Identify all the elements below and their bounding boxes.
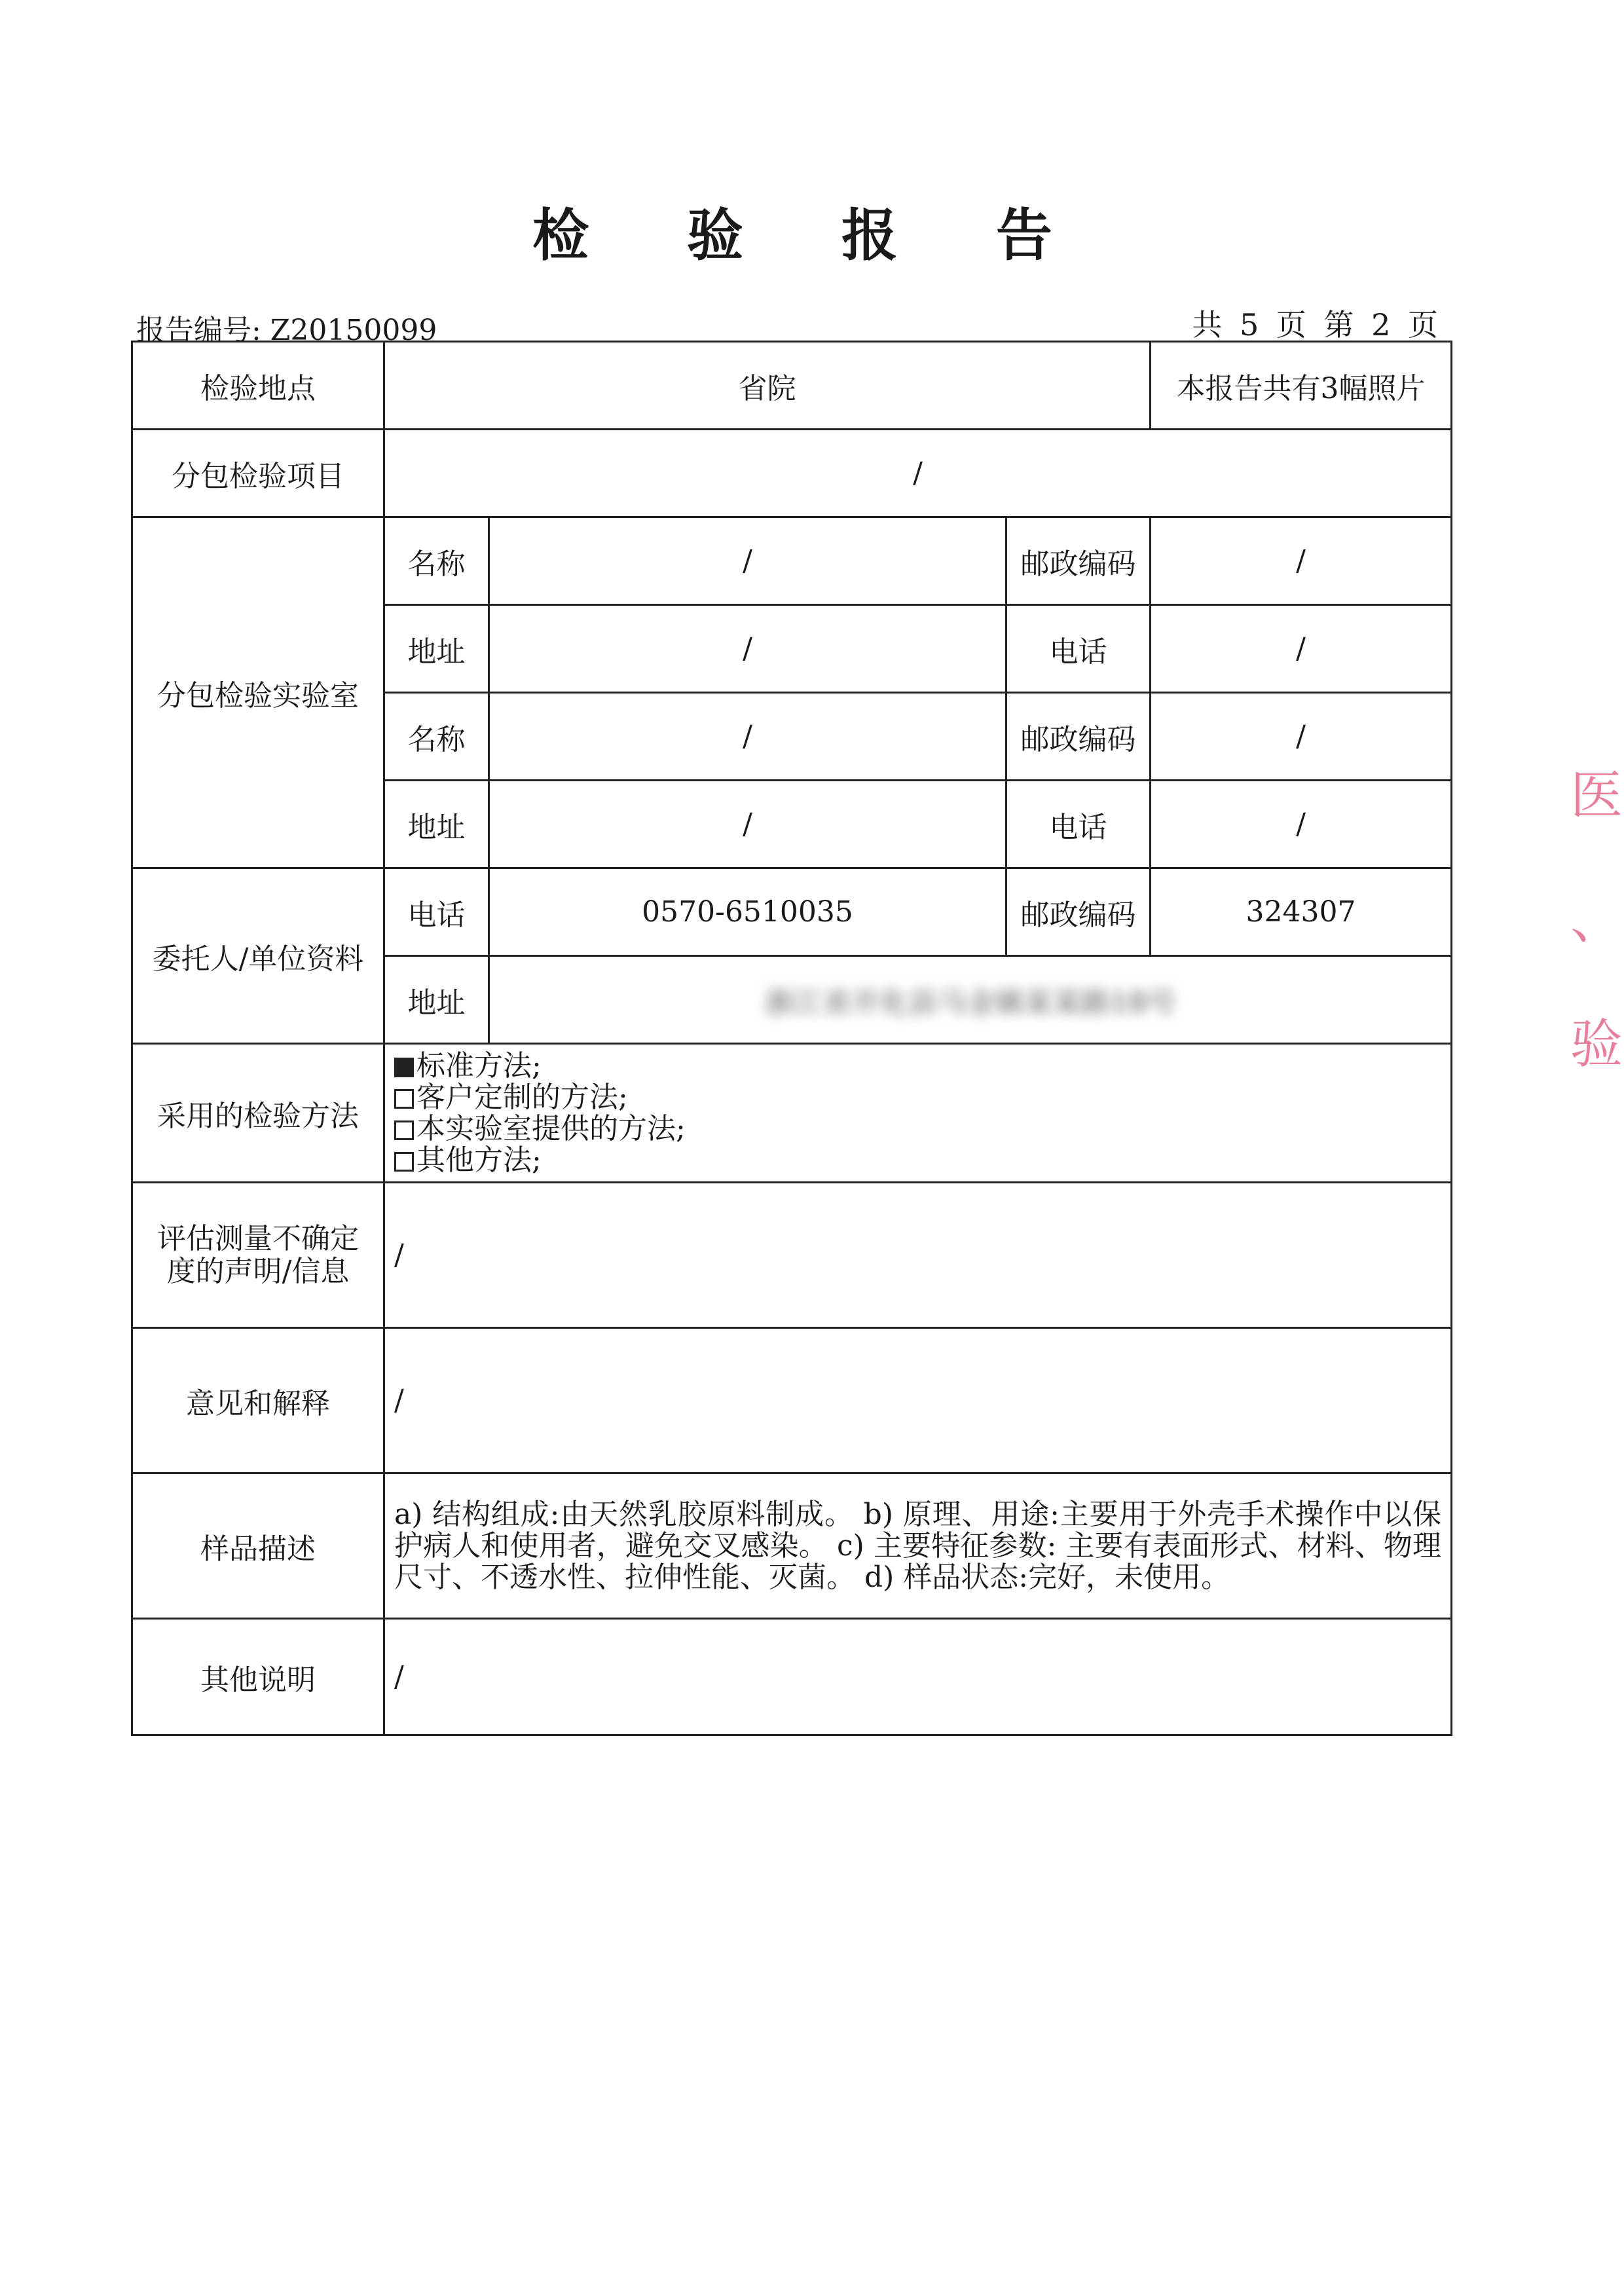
method-option: [394, 1050, 1441, 1082]
row-method: [132, 1044, 1452, 1183]
lab-name-label: 名称: [384, 517, 489, 605]
other-label: 其他说明: [132, 1619, 384, 1735]
opinion-label: 意见和解释: [132, 1328, 384, 1473]
lab-row: [132, 517, 1452, 605]
method-option-text: 其他方法;: [416, 1143, 542, 1177]
client-phone-label: 电话: [384, 868, 489, 956]
row-other: [132, 1619, 1452, 1735]
row-sample: [132, 1473, 1452, 1619]
report-table: [131, 341, 1452, 1736]
sample-label: 样品描述: [132, 1473, 384, 1619]
subcontract-items-label: 分包检验项目: [132, 430, 384, 517]
uncertainty-value: /: [384, 1183, 1452, 1328]
method-option: [394, 1145, 1441, 1176]
method-option: [394, 1082, 1441, 1113]
unchecked-checkbox-icon: [394, 1120, 414, 1140]
location-label: 检验地点: [132, 342, 384, 430]
opinion-value: /: [384, 1328, 1452, 1473]
unchecked-checkbox-icon: [394, 1152, 414, 1172]
uncertainty-label-line: 度的声明/信息: [166, 1254, 350, 1288]
lab-name-value: /: [489, 693, 1006, 781]
seal-char: 验: [1570, 1014, 1623, 1075]
uncertainty-label-line: 评估测量不确定: [157, 1221, 359, 1255]
report-number: 报告编号: Z20150099: [136, 314, 437, 347]
method-option: [394, 1113, 1441, 1145]
method-label: 采用的检验方法: [132, 1044, 384, 1183]
photo-note: 本报告共有3幅照片: [1151, 342, 1452, 430]
seal-char: 医: [1570, 765, 1623, 826]
subcontract-items-value: /: [384, 430, 1452, 517]
client-address-label: 地址: [384, 956, 489, 1044]
client-phone-value: 0570-6510035: [489, 868, 1006, 956]
page-info: 共 5 页 第 2 页: [1192, 307, 1442, 343]
method-option-text: 本实验室提供的方法;: [416, 1111, 686, 1145]
lab-phone-label: 电话: [1006, 605, 1151, 693]
other-value: /: [384, 1619, 1452, 1735]
client-postcode-label: 邮政编码: [1006, 868, 1151, 956]
lab-address-label: 地址: [384, 781, 489, 868]
lab-address-label: 地址: [384, 605, 489, 693]
location-value: 省院: [384, 342, 1151, 430]
row-subcontract-items: [132, 430, 1452, 517]
lab-postcode-label: 邮政编码: [1006, 517, 1151, 605]
uncertainty-label: [132, 1183, 384, 1328]
row-location: [132, 342, 1452, 430]
lab-name-label: 名称: [384, 693, 489, 781]
client-postcode-value: 324307: [1151, 868, 1452, 956]
lab-name-value: /: [489, 517, 1006, 605]
subcontract-lab-label: 分包检验实验室: [132, 517, 384, 868]
checked-checkbox-icon: [394, 1058, 414, 1077]
seal-char: 、: [1570, 889, 1623, 950]
lab-postcode-value: /: [1151, 517, 1452, 605]
method-option-text: 客户定制的方法;: [416, 1080, 628, 1114]
lab-phone-value: /: [1151, 781, 1452, 868]
lab-postcode-value: /: [1151, 693, 1452, 781]
lab-address-value: /: [489, 781, 1006, 868]
red-seal-stamp: [1570, 733, 1624, 1075]
lab-phone-value: /: [1151, 605, 1452, 693]
row-uncertainty: [132, 1183, 1452, 1328]
method-options: [384, 1044, 1452, 1183]
report-title: 检 验 报 告: [532, 202, 1092, 268]
sample-description: a) 结构组成:由天然乳胶原料制成。 b) 原理、用途:主要用于外壳手术操作中以保护病人和使用者，避免交叉感染。 c) 主要特征参数: 主要有表面形式、材料、物理尺寸、不透水性、拉伸性能、灭菌。 d) 样品状态:完好，未使用。: [384, 1473, 1452, 1619]
lab-postcode-label: 邮政编码: [1006, 693, 1151, 781]
lab-phone-label: 电话: [1006, 781, 1151, 868]
client-label: 委托人/单位资料: [132, 868, 384, 1044]
unchecked-checkbox-icon: [394, 1089, 414, 1109]
method-option-text: 标准方法;: [416, 1048, 542, 1083]
client-address-value: 浙江省开化县马金镇某某路18号: [764, 986, 1176, 1020]
lab-address-value: /: [489, 605, 1006, 693]
row-opinion: [132, 1328, 1452, 1473]
client-phone-row: [132, 868, 1452, 956]
